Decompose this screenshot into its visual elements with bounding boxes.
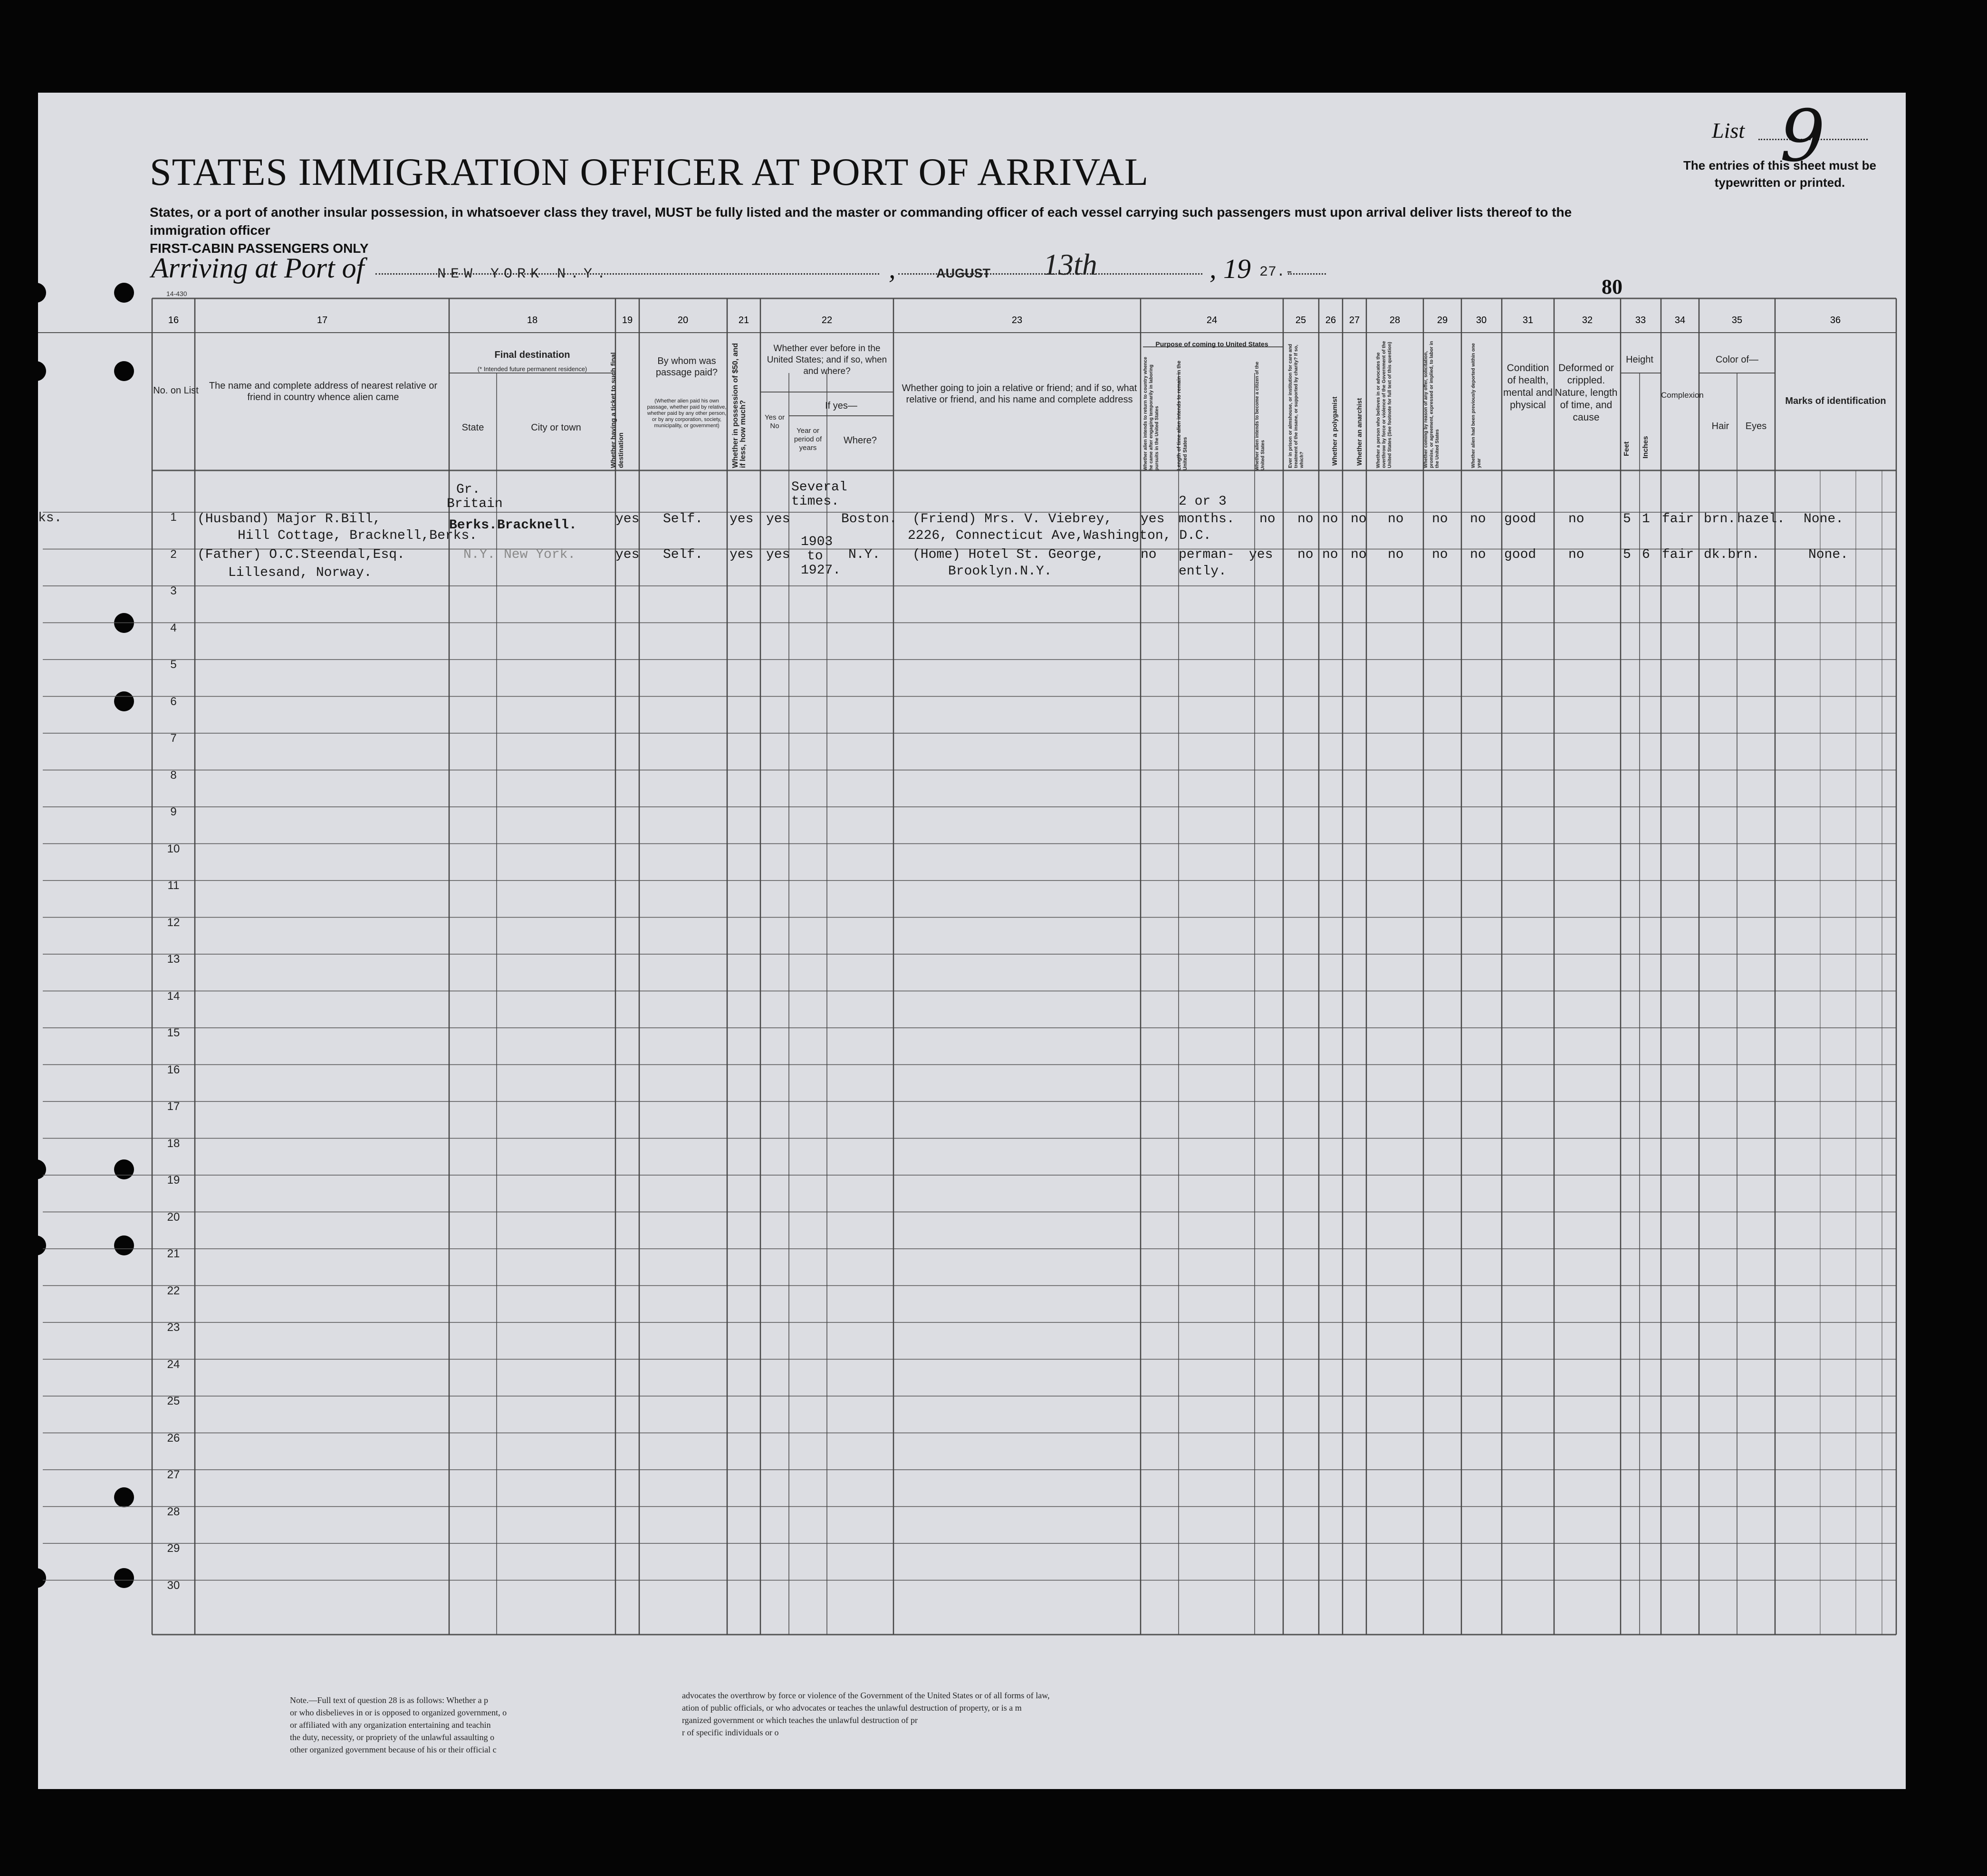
form-title: STATES IMMIGRATION OFFICER AT PORT OF ARRIVAL xyxy=(150,150,1149,193)
column-number: 22 xyxy=(821,315,833,325)
row-number: 14 xyxy=(167,989,180,1003)
col35-hair: Hair xyxy=(1711,421,1729,431)
row-number: 22 xyxy=(167,1284,180,1297)
row-number: 24 xyxy=(167,1358,180,1371)
subtitle-line-2: FIRST-CABIN PASSENGERS ONLY xyxy=(150,241,369,256)
column-number: 23 xyxy=(1011,315,1023,325)
column-number: 24 xyxy=(1206,315,1218,325)
r1-relative-addr: Hill Cottage, Bracknell,Berks. xyxy=(238,528,478,543)
footnote-right-line: ation of public officials, or who advocates or teaches the unlawful destruction of property, or is a m xyxy=(682,1703,1022,1713)
list-number: 9 xyxy=(1780,95,1825,178)
row-number: 20 xyxy=(167,1210,180,1224)
row-number: 23 xyxy=(167,1321,180,1334)
r2-length-2: ently. xyxy=(1179,564,1227,579)
column-number: 36 xyxy=(1830,315,1841,325)
footnote-right xyxy=(682,1689,1050,1739)
r1-polygamist: no xyxy=(1322,512,1338,526)
col19-header: Whether having a ticket to such final destination xyxy=(609,352,624,468)
col22-ifyes: If yes— xyxy=(825,401,857,411)
col22-where: Where? xyxy=(843,435,877,446)
row-number: 21 xyxy=(167,1247,180,1260)
r2-join: (Home) Hotel St. George, xyxy=(912,547,1104,562)
entries-instruction: The entries of this sheet must be typewritten or printed. xyxy=(1683,158,1876,190)
column-number: 28 xyxy=(1389,315,1401,325)
r2-complexion: fair xyxy=(1662,547,1694,562)
col28-header: Whether a person who believes in or advocates the overthrow by force or violence of the Government of the United States (See footnote for full text of this question) xyxy=(1376,341,1392,468)
col24-title: Purpose of coming to United States xyxy=(1155,340,1268,348)
row-number: 27 xyxy=(167,1468,180,1481)
col31-header: Condition of health, mental and physical xyxy=(1503,363,1553,411)
col24b-header: Length of time alien intends to remain in the United States xyxy=(1176,360,1188,470)
r1-relative: (Husband) Major R.Bill, xyxy=(197,512,381,526)
col35-title: Color of— xyxy=(1715,354,1759,365)
row-number: 5 xyxy=(170,658,177,671)
col23-header: Whether going to join a relative or friend; and if so, what relative or friend, and his name and complete address xyxy=(902,383,1137,405)
r1-inches: 1 xyxy=(1642,512,1650,526)
row-number: 30 xyxy=(167,1579,180,1592)
r2-relative: (Father) O.C.Steendal,Esq. xyxy=(197,547,405,562)
r1-eyes: hazel. xyxy=(1737,512,1785,526)
r1-state-line1: Gr. xyxy=(456,482,480,497)
r1-deported: no xyxy=(1470,512,1486,526)
footnote-right-line: r of specific individuals or o xyxy=(682,1728,779,1737)
r1-length-2: months. xyxy=(1179,512,1235,526)
column-number: 26 xyxy=(1325,315,1336,325)
footnote-left-line: Note.—Full text of question 28 is as follows: Whether a p xyxy=(290,1695,489,1705)
column-number: 30 xyxy=(1476,315,1487,325)
r2-ticket: yes xyxy=(615,547,640,562)
r2-state: N.Y. xyxy=(463,547,496,562)
row-number: 25 xyxy=(167,1395,180,1407)
col22-yesno: Yes or No xyxy=(765,413,785,430)
r1-join: (Friend) Mrs. V. Viebrey, xyxy=(912,512,1113,526)
column-number: 34 xyxy=(1674,315,1686,325)
r2-deformed: no xyxy=(1568,547,1584,562)
row-number: 8 xyxy=(170,768,177,782)
col22-title: Whether ever before in the United States; and if so, when and where? xyxy=(767,344,887,376)
r1-before: yes xyxy=(766,512,790,526)
year-suffix: 27.- xyxy=(1259,264,1294,280)
col18-state: State xyxy=(461,422,484,433)
r2-prison: no xyxy=(1297,547,1314,562)
col18-sub: (* Intended future permanent residence) xyxy=(477,365,587,373)
column-number: 35 xyxy=(1731,315,1743,325)
column-number: 18 xyxy=(527,315,538,325)
r2-offer: no xyxy=(1432,547,1448,562)
row-number: 29 xyxy=(167,1542,180,1555)
r2-before: yes xyxy=(766,547,790,562)
r2-return: no xyxy=(1141,547,1157,562)
col33-feet: Feet xyxy=(1622,441,1631,456)
r2-hair: dk.brn. xyxy=(1704,547,1760,562)
col36-header: Marks of identification xyxy=(1785,396,1886,406)
col18-title: Final destination xyxy=(494,350,570,360)
list-label: List xyxy=(1712,118,1745,143)
r2-money: yes xyxy=(730,547,754,562)
col27-header: Whether an anarchist xyxy=(1355,398,1363,466)
row-number: 18 xyxy=(167,1137,180,1150)
row-number: 26 xyxy=(167,1431,180,1445)
sheet-number: 80 xyxy=(1602,275,1622,298)
col33-inches: Inches xyxy=(1641,436,1650,459)
row-number: 12 xyxy=(167,916,180,929)
r2-relative-addr: Lillesand, Norway. xyxy=(228,565,372,580)
r2-deported: no xyxy=(1470,547,1486,562)
row-number: 17 xyxy=(167,1100,180,1113)
r2-length-1: perman- xyxy=(1179,547,1235,562)
port-value: NEW YORK N.Y. xyxy=(437,266,611,282)
col22-year: Year or period of years xyxy=(794,427,822,452)
col33-title: Height xyxy=(1626,354,1653,365)
r2-city: New York. xyxy=(504,547,576,562)
col35-eyes: Eyes xyxy=(1745,421,1767,431)
month-value: AUGUST xyxy=(936,266,990,280)
column-number: 21 xyxy=(738,315,749,325)
r1-length-1: 2 or 3 xyxy=(1179,494,1227,509)
r1-join-addr: 2226, Connecticut Ave,Washington, D.C. xyxy=(908,528,1211,543)
r1-offer: no xyxy=(1432,512,1448,526)
year-prefix: , 19 xyxy=(1209,253,1251,284)
col24c-header: Whether alien intends to become a citizen of the United States xyxy=(1255,362,1266,470)
row-number: 6 xyxy=(170,695,177,708)
col17-header: The name and complete address of nearest relative or friend in country whence alien came xyxy=(209,381,438,402)
r1-citizen: no xyxy=(1259,512,1276,526)
row-number: 16 xyxy=(167,1063,180,1076)
col24a-header: Whether alien intends to return to country whence he came after engaging temporarily in laboring pursuits in the United States xyxy=(1143,357,1160,470)
column-number: 27 xyxy=(1349,315,1360,325)
r2-paid: Self. xyxy=(663,547,703,562)
column-number: 33 xyxy=(1635,315,1646,325)
r1-ticket: yes xyxy=(615,512,640,526)
footnote-left-line: other organized government because of his or their official c xyxy=(290,1745,497,1754)
column-number: 16 xyxy=(168,315,179,325)
comma: , xyxy=(889,253,896,284)
r1-feet: 5 xyxy=(1623,512,1631,526)
form-number: 14-430 xyxy=(166,290,187,297)
col29-header: Whether coming by reason of any offer, solicitation, promise, or agreement, expressed or implied, to labor in the United States xyxy=(1423,341,1440,468)
column-number: 31 xyxy=(1522,315,1534,325)
r1-health: good xyxy=(1504,512,1536,526)
subtitle-line-1: States, or a port of another insular possession, in whatsoever class they travel, MUST be fully listed and the master or commanding officer of each vessel carrying such passengers must upon arrival deliver lists thereof to the immigration officer xyxy=(150,205,1572,238)
col25-header: Ever in prison or almshouse, or institution for care and treatment of the insane, or supported by charity? If so, which? xyxy=(1288,344,1305,468)
r1-period-1: Several xyxy=(791,480,847,495)
r2-feet: 5 xyxy=(1623,547,1631,562)
r2-health: good xyxy=(1504,547,1536,562)
column-number: 29 xyxy=(1437,315,1448,325)
r2-period-1: 1903 xyxy=(801,535,833,549)
r2-join-addr: Brooklyn.N.Y. xyxy=(948,564,1052,579)
row-number: 9 xyxy=(170,805,177,818)
row-number: 15 xyxy=(167,1026,180,1039)
r1-period-2: times. xyxy=(791,494,839,509)
row-number: 13 xyxy=(167,953,180,966)
r2-citizen: yes xyxy=(1249,547,1273,562)
r2-period-2: to xyxy=(807,549,823,564)
col20-sub: (Whether alien paid his own passage, whether paid by relative, whether paid by any other person, or by any corporation, society, municipality, or government) xyxy=(647,398,727,429)
footnote-right-line: advocates the overthrow by force or violence of the Government of the United States or of all forms of law, xyxy=(682,1691,1050,1700)
col16-header: No. on List xyxy=(153,385,199,396)
r1-where: Boston. xyxy=(841,512,897,526)
row-number: 19 xyxy=(167,1174,180,1187)
margin-mark: ks. xyxy=(38,511,62,526)
row-number: 4 xyxy=(170,621,177,634)
row-number: 28 xyxy=(167,1505,180,1518)
row-number: 7 xyxy=(170,732,177,745)
r1-prison: no xyxy=(1297,512,1314,526)
col18-city: City or town xyxy=(531,422,581,433)
r1-paid: Self. xyxy=(663,512,703,526)
footnote-left xyxy=(290,1694,507,1756)
footnote-left-line: the duty, necessity, or propriety of the unlawful assaulting o xyxy=(290,1732,495,1742)
r1-complexion: fair xyxy=(1662,512,1694,526)
r2-inches: 6 xyxy=(1642,547,1650,562)
row-number: 1 xyxy=(170,511,177,524)
row-number: 3 xyxy=(170,584,177,597)
column-number: 19 xyxy=(622,315,633,325)
r2-polygamist: no xyxy=(1322,547,1338,562)
r1-return: yes xyxy=(1141,512,1165,526)
column-number: 25 xyxy=(1295,315,1306,325)
footnote-left-line: or affiliated with any organization entertaining and teachin xyxy=(290,1720,491,1730)
r2-overthrow: no xyxy=(1388,547,1404,562)
col26-header: Whether a polygamist xyxy=(1331,396,1338,466)
column-number: 20 xyxy=(677,315,689,325)
col34-header: Complexion xyxy=(1661,391,1704,400)
r1-anarchist: no xyxy=(1351,512,1367,526)
r1-marks: None. xyxy=(1804,512,1844,526)
r2-marks: None. xyxy=(1808,547,1849,562)
col32-header: Deformed or crippled. Nature, length of time, and cause xyxy=(1555,363,1618,423)
r1-state-line2: Britain xyxy=(447,497,503,511)
row-number: 10 xyxy=(167,842,180,855)
r1-deformed: no xyxy=(1568,512,1584,526)
r1-hair: brn. xyxy=(1704,512,1736,526)
r2-where: N.Y. xyxy=(848,547,881,562)
day-value: 13th xyxy=(1043,248,1097,281)
col21-header: Whether in possession of $50, and if less, how much? xyxy=(731,343,747,468)
r2-period-3: 1927. xyxy=(801,563,841,578)
col20-title: By whom was passage paid? xyxy=(655,356,718,378)
col30-header: Whether alien had been previously deported within one year xyxy=(1471,343,1482,468)
row-number: 11 xyxy=(167,879,180,892)
r1-destination: Berks.Bracknell. xyxy=(449,518,577,533)
r1-overthrow: no xyxy=(1388,512,1404,526)
footnote-left-line: or who disbelieves in or is opposed to organized government, o xyxy=(290,1708,507,1717)
column-number: 17 xyxy=(317,315,328,325)
r2-anarchist: no xyxy=(1351,547,1367,562)
arriving-label: Arriving at Port of xyxy=(151,252,365,284)
row-number: 2 xyxy=(170,547,177,561)
r1-money: yes xyxy=(730,512,754,526)
footnote-right-line: rganized government or which teaches the unlawful destruction of pr xyxy=(682,1715,918,1725)
column-number: 32 xyxy=(1582,315,1593,325)
